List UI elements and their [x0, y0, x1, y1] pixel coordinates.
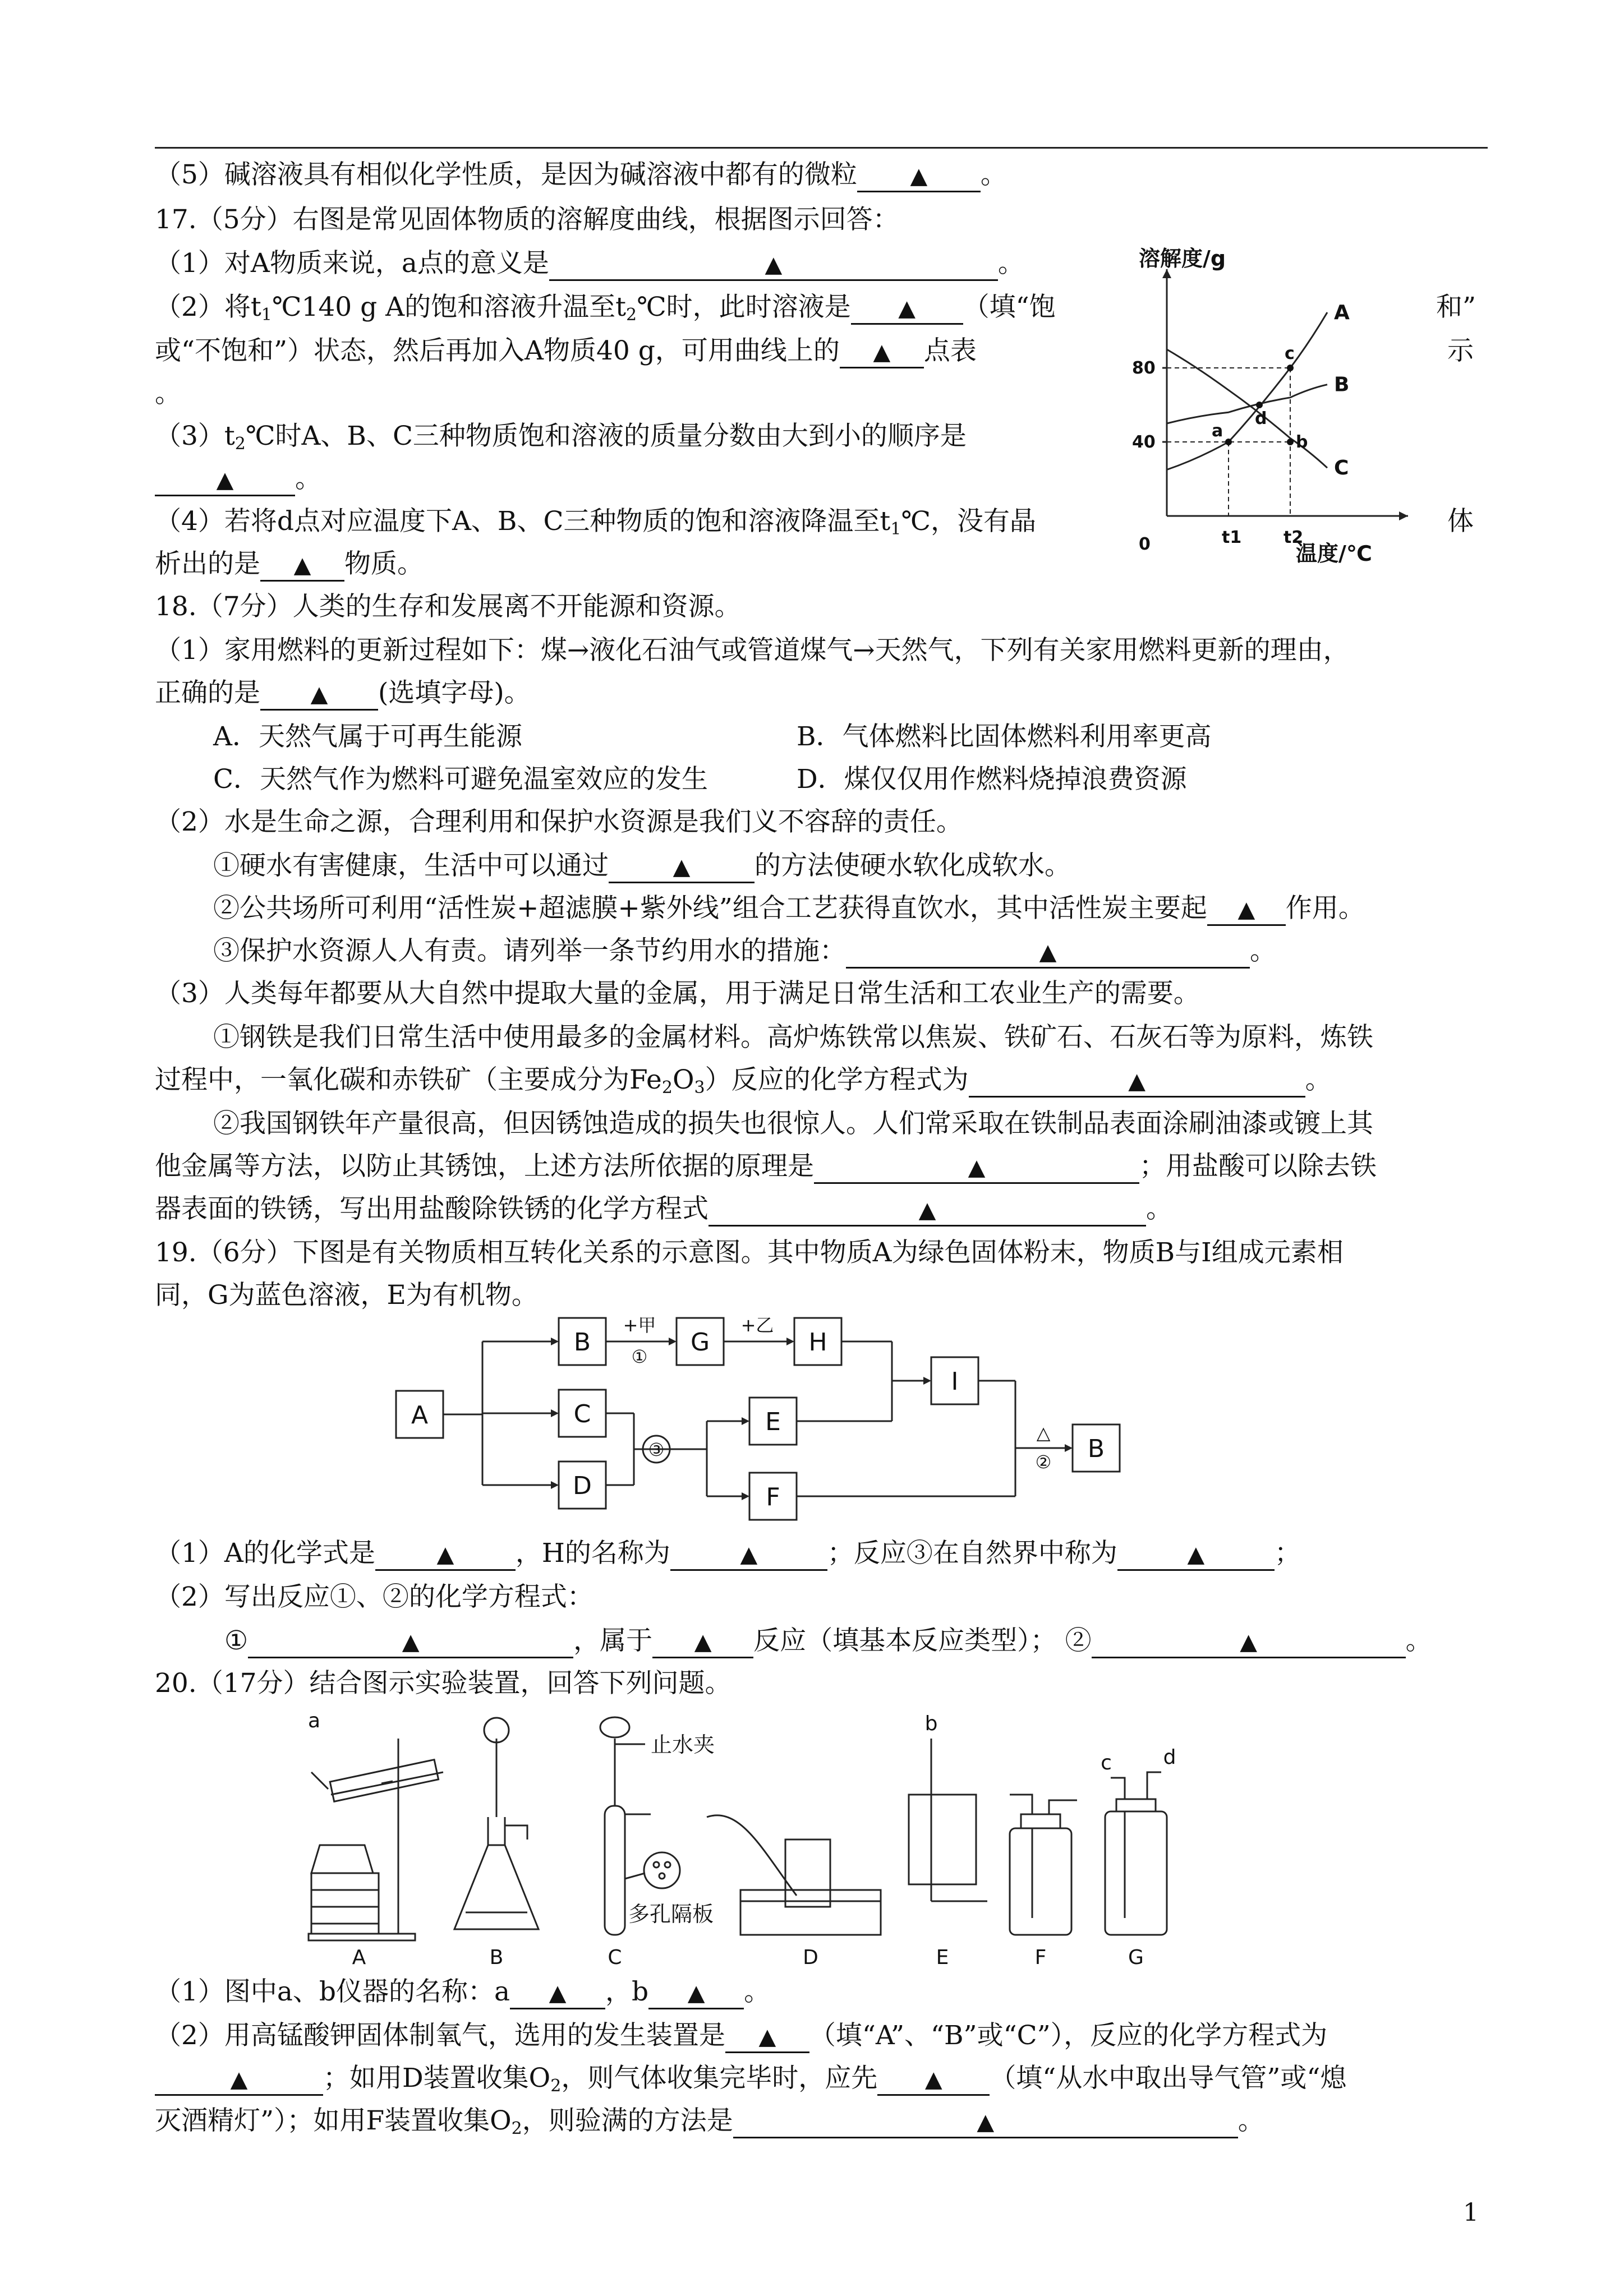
q18-part2-2: ②公共场所可利用“活性炭+超滤膜+紫外线”组合工艺获得直饮水，其中活性炭主要起 ▲ 作用。 — [213, 892, 1365, 926]
q20-part2-line3: 灭酒精灯”）；如用F装置收集$O_2$，则验满的方法是 ▲ 。 — [155, 2105, 1264, 2138]
q18-option-b: B．气体燃料比固体燃料利用率更高 — [797, 721, 1212, 752]
q18-header: 18.（7分）人类的生存和发展离不开能源和资源。 — [155, 591, 741, 622]
y-axis-title: 溶解度/g — [1139, 247, 1226, 271]
q17-part2-line1-end: 和” — [1436, 292, 1476, 322]
q20-part2-line1: （2）用高锰酸钾固体制氧气，选用的发生装置是 ▲ （填“A”、“B”或“C”），反应的化学方程式为 — [155, 2019, 1327, 2053]
chart-point-label-c: c — [1285, 344, 1295, 363]
y-tick-label: 40 — [1132, 432, 1156, 452]
series-label-b: B — [1334, 373, 1350, 397]
port-label-c: c — [1101, 1751, 1112, 1774]
flow-label-b: B — [573, 1328, 591, 1357]
solubility-chart — [1128, 247, 1419, 572]
flow-label-h: H — [808, 1328, 827, 1357]
q18-part3-2-line3: 器表面的铁锈，写出用盐酸除铁锈的化学方程式 ▲ 。 — [155, 1192, 1172, 1227]
q18-part2-3: ③保护水资源人人有责。请列举一条节约用水的措施： ▲ 。 — [213, 934, 1276, 969]
q18-part3-1-line1: ①钢铁是我们日常生活中使用最多的金属材料。高炉炼铁常以焦炭、铁矿石、石灰石等为原料，炼铁 — [213, 1022, 1373, 1053]
clamp-label: 止水夹 — [651, 1732, 715, 1757]
q18-part3-header: （3）人类每年都要从大自然中提取大量的金属，用于满足日常生活和工农业生产的需要。 — [155, 978, 1200, 1009]
flow-plus-yi: +乙 — [740, 1315, 774, 1336]
chart-point-c — [1287, 365, 1294, 371]
x-axis-arrow — [1399, 511, 1408, 520]
q18-part1-line1: （1）家用燃料的更新过程如下：煤→液化石油气或管道煤气→天然气，下列有关家用燃料更新的理由， — [155, 635, 1350, 666]
q17-part4-line1: （4）若将d点对应温度下A、B、C三种物质的饱和溶液降温至$t_1℃$，没有晶 — [155, 506, 1036, 539]
q17-part4-line2: 析出的是 ▲ 物质。 — [155, 547, 424, 582]
q17-part3-line2: ▲ 。 — [155, 462, 321, 496]
q17-part2-line2-end: 示 — [1447, 335, 1474, 366]
flow-label-c: C — [573, 1400, 591, 1428]
flow-label-a: A — [411, 1401, 429, 1430]
q17-header: 17.（5分）右图是常见固体物质的溶解度曲线，根据图示回答： — [155, 204, 899, 235]
porous-plate-label: 多孔隔板 — [628, 1902, 714, 1926]
x-tick-label: t1 — [1222, 528, 1242, 547]
instrument-label-b: b — [924, 1712, 938, 1735]
q19-header-line1: 19.（6分）下图是有关物质相互转化关系的示意图。其中物质A为绿色固体粉末，物质B与I组成元素相 — [155, 1237, 1344, 1268]
q19-part2-equations: ① ▲ ，属于 ▲ 反应（填基本反应类型）； ② ▲ 。 — [224, 1624, 1432, 1658]
chart-point-label-a: a — [1212, 421, 1223, 441]
q20-part1: （1）图中a、b仪器的名称：a ▲ ，b ▲ 。 — [155, 1975, 770, 2009]
q18-option-c: C．天然气作为燃料可避免温室效应的发生 — [213, 764, 708, 795]
lab-apparatus-figure — [303, 1705, 1257, 1968]
apparatus-label-g: G — [1128, 1946, 1144, 1968]
apparatus-label-f: F — [1034, 1946, 1047, 1968]
apparatus-label-c: C — [608, 1946, 622, 1968]
flow-label-e: E — [765, 1408, 781, 1436]
q17-part2-line1: （2）将$t_1℃140$ g A的饱和溶液升温至$t_2℃$时，此时溶液是 ▲ （填“饱 — [155, 292, 1056, 325]
apparatus-label-d: D — [803, 1946, 818, 1968]
apparatus-label-b: B — [489, 1946, 504, 1968]
header-rule — [155, 147, 1488, 149]
q18-option-a: A．天然气属于可再生能源 — [213, 721, 522, 752]
series-label-a: A — [1334, 301, 1350, 324]
q18-part3-2-line1: ②我国钢铁年产量很高，但因锈蚀造成的损失也很惊人。人们常采取在铁制品表面涂刷油漆或镀上其 — [213, 1108, 1373, 1139]
q18-part3-2-line2: 他金属等方法，以防止其锈蚀，上述方法所依据的原理是 ▲ ；用盐酸可以除去铁 — [155, 1150, 1377, 1184]
q19-part1: （1）A的化学式是 ▲ ，H的名称为 ▲ ；反应③在自然界中称为 ▲ ； — [155, 1537, 1301, 1571]
flow-label-b2: B — [1087, 1435, 1105, 1463]
flow-heat: △ — [1036, 1422, 1051, 1444]
q17-part1: （1）对A物质来说，a点的意义是 ▲ 。 — [155, 247, 1024, 281]
q19-part2-header: （2）写出反应①、②的化学方程式： — [155, 1582, 594, 1612]
flow-reaction-1: ① — [631, 1346, 648, 1367]
conversion-flow-diagram — [393, 1307, 1122, 1531]
series-label-c: C — [1334, 457, 1349, 480]
q20-header: 20.（17分）结合图示实验装置，回答下列问题。 — [155, 1668, 732, 1699]
y-tick-label: 80 — [1132, 358, 1156, 378]
q17-part2-line3: 。 — [155, 378, 181, 409]
flow-label-f: F — [766, 1483, 780, 1511]
q17-part2-line2: 或“不饱和”）状态，然后再加入A物质40 g，可用曲线上的 ▲ 点表 — [155, 334, 977, 368]
flow-plus-jia: +甲 — [623, 1315, 656, 1336]
chart-point-label-d: d — [1255, 409, 1267, 428]
x-axis-title: 温度/℃ — [1296, 541, 1372, 566]
apparatus-label-a: A — [352, 1946, 366, 1968]
apparatus-label-e: E — [936, 1946, 949, 1968]
q20-part2-line2: ▲ ；如用D装置收集$O_2$，则气体收集完毕时，应先 ▲ （填“从水中取出导气管”或“熄 — [155, 2062, 1346, 2103]
flow-label-d: D — [573, 1472, 592, 1500]
q18-option-d: D．煤仅仅用作燃料烧掉浪费资源 — [797, 764, 1187, 795]
q17-part3-line1: $(3)t_2℃$时A、B、C三种物质饱和溶液的质量分数由大到小的顺序是 — [155, 421, 967, 454]
flow-reaction-3: ③ — [648, 1439, 665, 1460]
page-number: 1 — [1463, 2198, 1479, 2227]
flow-reaction-2: ② — [1035, 1451, 1052, 1473]
q18-part2-1: ①硬水有害健康，生活中可以通过 ▲ 的方法使硬水软化成软水。 — [213, 849, 1071, 883]
q18-part3-1-line2: 过程中，一氧化碳和赤铁矿（主要成分为$Fe_2O_3$）反应的化学方程式为 ▲ 。 — [155, 1064, 1332, 1098]
chart-point-a — [1225, 439, 1232, 445]
instrument-label-a: a — [307, 1709, 321, 1732]
q19-header-line2: 同，G为蓝色溶液，E为有机物。 — [155, 1280, 538, 1311]
q18-part2-header: （2）水是生命之源，合理利用和保护水资源是我们义不容辞的责任。 — [155, 806, 963, 837]
origin-label: 0 — [1139, 534, 1151, 554]
chart-point-d — [1256, 402, 1263, 408]
q16-part5: （5）碱溶液具有相似化学性质，是因为碱溶液中都有的微粒 ▲ 。 — [155, 158, 1007, 192]
q18-part1-line2: 正确的是 ▲ (选填字母)。 — [155, 676, 531, 711]
port-label-d: d — [1163, 1746, 1176, 1769]
x-tick-label: t2 — [1283, 528, 1304, 547]
chart-point-label-b: b — [1296, 432, 1308, 452]
q17-part4-line1-end: 体 — [1447, 506, 1474, 537]
flow-label-g: G — [690, 1328, 710, 1357]
flow-label-i: I — [951, 1367, 959, 1396]
chart-point-b — [1287, 439, 1294, 445]
